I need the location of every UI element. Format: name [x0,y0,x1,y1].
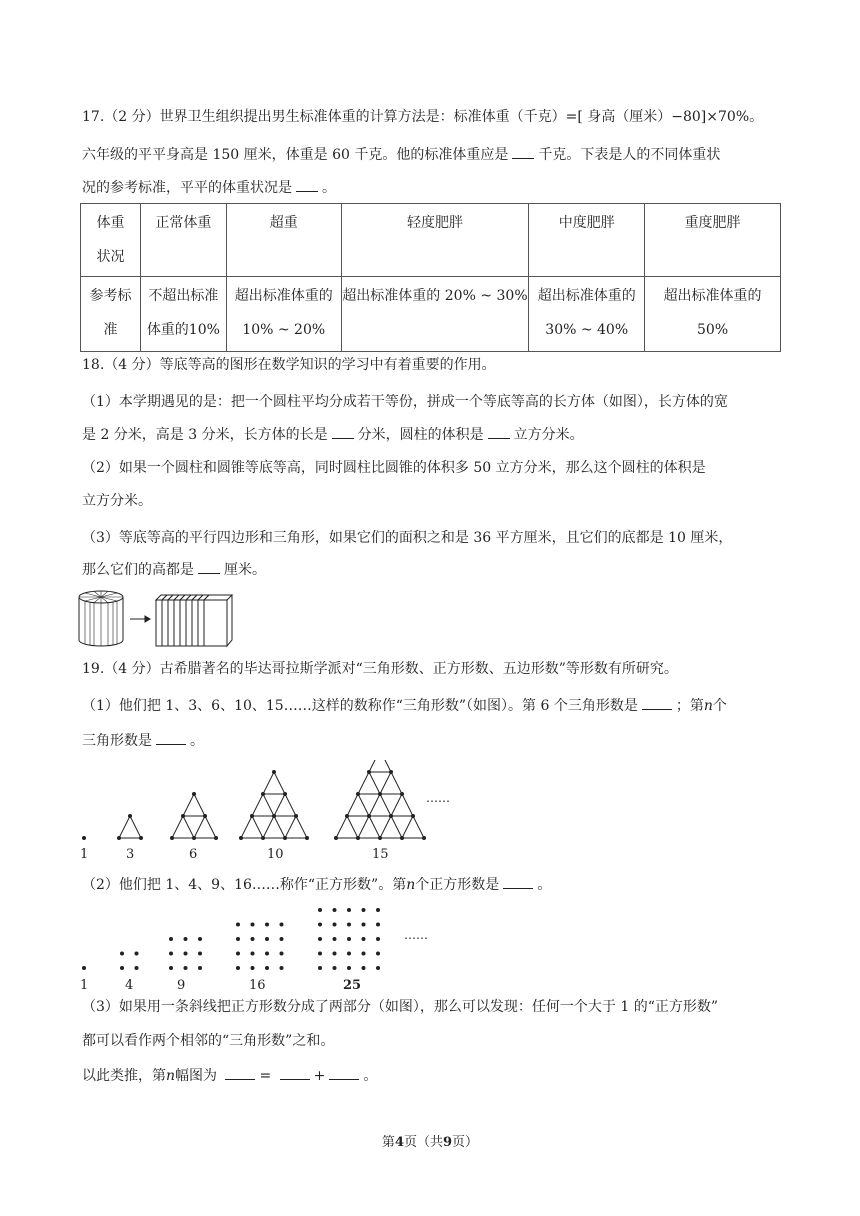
triangle-dot [305,836,309,840]
square-label: 25 [343,978,362,993]
triangle-edge [391,794,402,816]
cylinder-icon [79,591,123,646]
square-dot [265,952,269,956]
square-dot [318,937,322,941]
square-dot [376,952,380,956]
triangle-edge [347,794,358,816]
triangle-dot [400,792,404,796]
square-label: 16 [249,978,266,993]
answer-blank[interactable] [642,696,672,710]
triangle-dot [139,836,143,840]
square-dot [236,952,240,956]
square-dot [376,923,380,927]
square-dot [362,937,366,941]
triangle-edge [285,794,296,816]
triangle-edge [172,816,183,838]
square-dot [169,966,173,970]
square-dot [376,937,380,941]
triangle-dot [250,814,254,818]
square-dot [280,952,284,956]
triangle-edge [369,816,380,838]
tri-label: 3 [126,847,135,862]
tri-label: 15 [372,847,389,862]
q18-line1: 18.（4 分）等底等高的图形在数学知识的学习中有着重要的作用。 [82,357,496,373]
triangle-edge [194,816,205,838]
q19-part2-line: （2）他们把 1、4、9、16……称作“正方形数”。第n个正方形数是 。 [82,877,552,893]
tri-label: 6 [189,847,198,862]
q17-line1: 17.（2 分）世界卫生组织提出男生标准体重的计算方法是：标准体重（千克）=[ 身高（厘米）−80]×70%。 [82,109,764,125]
triangle-edge [402,816,413,838]
answer-blank[interactable] [332,425,354,439]
q19-part3-line3: 以此类推，第n幅图为 = + 。 [82,1068,378,1084]
triangle-dot [389,814,393,818]
square-dot [236,937,240,941]
square-dot [198,952,202,956]
triangle-dot [272,814,276,818]
table-header-cell: 超重 [226,204,341,277]
square-dot [362,952,366,956]
triangle-edge [358,794,369,816]
square-dot [82,966,86,970]
answer-blank[interactable] [198,560,220,574]
square-dot [376,966,380,970]
answer-blank[interactable] [156,731,186,745]
square-dot [362,923,366,927]
square-dot [333,937,337,941]
square-dot [318,966,322,970]
square-dot [198,966,202,970]
triangle-dot [181,814,185,818]
answer-blank[interactable] [503,875,533,889]
triangle-dot [283,836,287,840]
q18-part1-line2: 是 2 分米，高是 3 分米，长方体的长是 分米，圆柱的体积是 立方分米。 [82,427,584,443]
table-cell: 超出标准体重的10% ~ 20% [226,277,341,352]
square-dot [347,937,351,941]
table-header-cell: 中度肥胖 [529,204,645,277]
q19-part3-line1: （3）如果用一条斜线把正方形数分成了两部分（如图），那么可以发现：任何一个大于 1 的“正方形数” [82,999,719,1015]
square-dot [280,923,284,927]
square-dot [135,952,139,956]
tri-label: 1 [80,847,89,862]
square-dot [169,952,173,956]
table-header-cell: 重度肥胖 [645,204,781,277]
triangle-edge [274,816,285,838]
triangle-dot [192,836,196,840]
square-dot [184,937,188,941]
square-dot [265,966,269,970]
q19-line1: 19.（4 分）古希腊著名的毕达哥拉斯学派对“三角形数、正方形数、五边形数”等形数有所研究。 [82,661,678,677]
q17-line3: 况的参考标准，平平的体重状况是 。 [82,180,336,196]
triangle-dot [356,792,360,796]
triangle-dot [261,836,265,840]
table-row [81,277,781,352]
q18-part2-line1: （2）如果一个圆柱和圆锥等底等高，同时圆柱比圆锥的体积多 50 立方分米，那么这个圆柱的体积是 [82,460,706,476]
triangle-dot [367,770,371,774]
cylinder-to-cuboid-figure [76,587,236,651]
square-dot [280,966,284,970]
q17-line2: 六年级的平平身高是 150 厘米，体重是 60 千克。他的标准体重应是 千克。下表是人的不同体重状 [82,147,721,163]
triangle-dot [203,814,207,818]
triangle-edge [413,816,424,838]
ellipsis: …… [426,791,450,805]
square-dot [318,908,322,912]
square-dot [236,966,240,970]
triangle-edge [274,794,285,816]
square-dot [169,937,173,941]
square-label: 4 [125,978,134,993]
triangle-edge [380,772,391,794]
triangle-edge [402,794,413,816]
triangle-edge [358,816,369,838]
triangle-dot [378,792,382,796]
triangle-dot [128,814,132,818]
triangle-edge [347,816,358,838]
q19-part1-line2: 三角形数是 。 [82,733,204,749]
square-dot [347,966,351,970]
square-dot [318,923,322,927]
square-dot [135,966,139,970]
arrow-right-icon [130,616,150,622]
square-dot [265,923,269,927]
weight-status-table [80,203,781,352]
triangle-dot [334,836,338,840]
triangle-edge [358,772,369,794]
triangle-dot [422,836,426,840]
triangle-dot [170,836,174,840]
square-dot [318,952,322,956]
triangle-edge [252,794,263,816]
tri-label: 10 [267,847,284,862]
triangle-edge [263,794,274,816]
triangle-dot [82,836,86,840]
table-cell: 参考标准 [81,277,141,352]
triangle-edge [119,816,130,838]
square-dot [251,937,255,941]
triangle-dot [239,836,243,840]
triangle-edge [130,816,141,838]
table-header-cell: 体重状况 [81,204,141,277]
triangle-edge [380,816,391,838]
triangle-edge [336,816,347,838]
triangle-edge [263,772,274,794]
cuboid-icon [156,595,232,646]
triangle-edge [391,816,402,838]
triangle-dot [367,814,371,818]
triangular-numbers-figure [78,760,458,865]
triangle-dot [400,836,404,840]
table-cell: 超出标准体重的 20% ~ 30% [341,277,529,352]
square-dot [347,923,351,927]
answer-blank[interactable] [488,425,510,439]
q18-part2-line2: 立方分米。 [82,493,152,509]
ellipsis: …… [404,928,428,942]
triangle-edge [241,816,252,838]
triangle-edge [391,772,402,794]
square-dot [362,908,366,912]
square-dot [376,908,380,912]
triangle-dot [294,814,298,818]
triangle-edge [205,816,216,838]
answer-blank[interactable] [296,178,318,192]
q19-part1-line1: （1）他们把 1、3、6、10、15……这样的数称作“三角形数”（如图）。第 6 个三角形数是 ；第n个 [82,698,727,714]
triangle-dot [192,792,196,796]
triangle-edge [183,794,194,816]
square-dot [333,966,337,970]
square-dot [236,923,240,927]
q18-part3-line1: （3）等底等高的平行四边形和三角形，如果它们的面积之和是 36 平方厘米，且它们的底都是 10 厘米， [82,530,733,546]
square-dot [333,952,337,956]
q18-part3-line2: 那么它们的高都是 厘米。 [82,562,266,578]
table-header-cell: 轻度肥胖 [341,204,529,277]
triangle-edge [369,760,380,772]
table-header-cell: 正常体重 [140,204,226,277]
square-dot [251,966,255,970]
triangle-dot [272,770,276,774]
triangle-dot [389,770,393,774]
answer-blank[interactable] [280,1066,310,1080]
q19-part3-line2: 都可以看作两个相邻的“三角形数”之和。 [82,1033,335,1049]
square-dot [347,952,351,956]
triangle-dot [214,836,218,840]
table-cell: 不超出标准体重的10% [140,277,226,352]
triangle-edge [369,794,380,816]
triangle-edge [380,760,391,772]
square-dot [347,908,351,912]
square-label: 1 [80,978,89,993]
square-dot [280,937,284,941]
triangle-dot [345,814,349,818]
square-dot [333,923,337,927]
square-dot [198,937,202,941]
triangle-dot [261,792,265,796]
triangle-dot [117,836,121,840]
square-dot [184,966,188,970]
square-dot [333,908,337,912]
table-row [81,204,781,277]
triangle-edge [252,816,263,838]
page-footer: 第4页（共9页） [381,1135,479,1150]
triangle-edge [380,794,391,816]
square-numbers-figure [78,897,438,995]
square-dot [362,966,366,970]
triangle-edge [263,816,274,838]
table-cell: 超出标准体重的30% ~ 40% [529,277,645,352]
square-dot [251,952,255,956]
square-dot [120,952,124,956]
square-dot [184,952,188,956]
triangle-edge [285,816,296,838]
square-dot [120,966,124,970]
q18-part1-line1: （1）本学期遇见的是：把一个圆柱平均分成若干等份，拼成一个等底等高的长方体（如图），长方体的宽 [82,394,728,410]
square-dot [265,937,269,941]
answer-blank[interactable] [512,145,534,159]
square-dot [251,923,255,927]
answer-blank[interactable] [225,1066,255,1080]
triangle-edge [296,816,307,838]
triangle-dot [378,836,382,840]
triangle-dot [411,814,415,818]
triangle-dot [356,836,360,840]
triangle-edge [194,794,205,816]
answer-blank[interactable] [329,1066,359,1080]
triangle-edge [369,772,380,794]
square-label: 9 [177,978,186,993]
triangle-edge [183,816,194,838]
triangle-dot [283,792,287,796]
table-cell: 超出标准体重的50% [645,277,781,352]
triangle-edge [274,772,285,794]
